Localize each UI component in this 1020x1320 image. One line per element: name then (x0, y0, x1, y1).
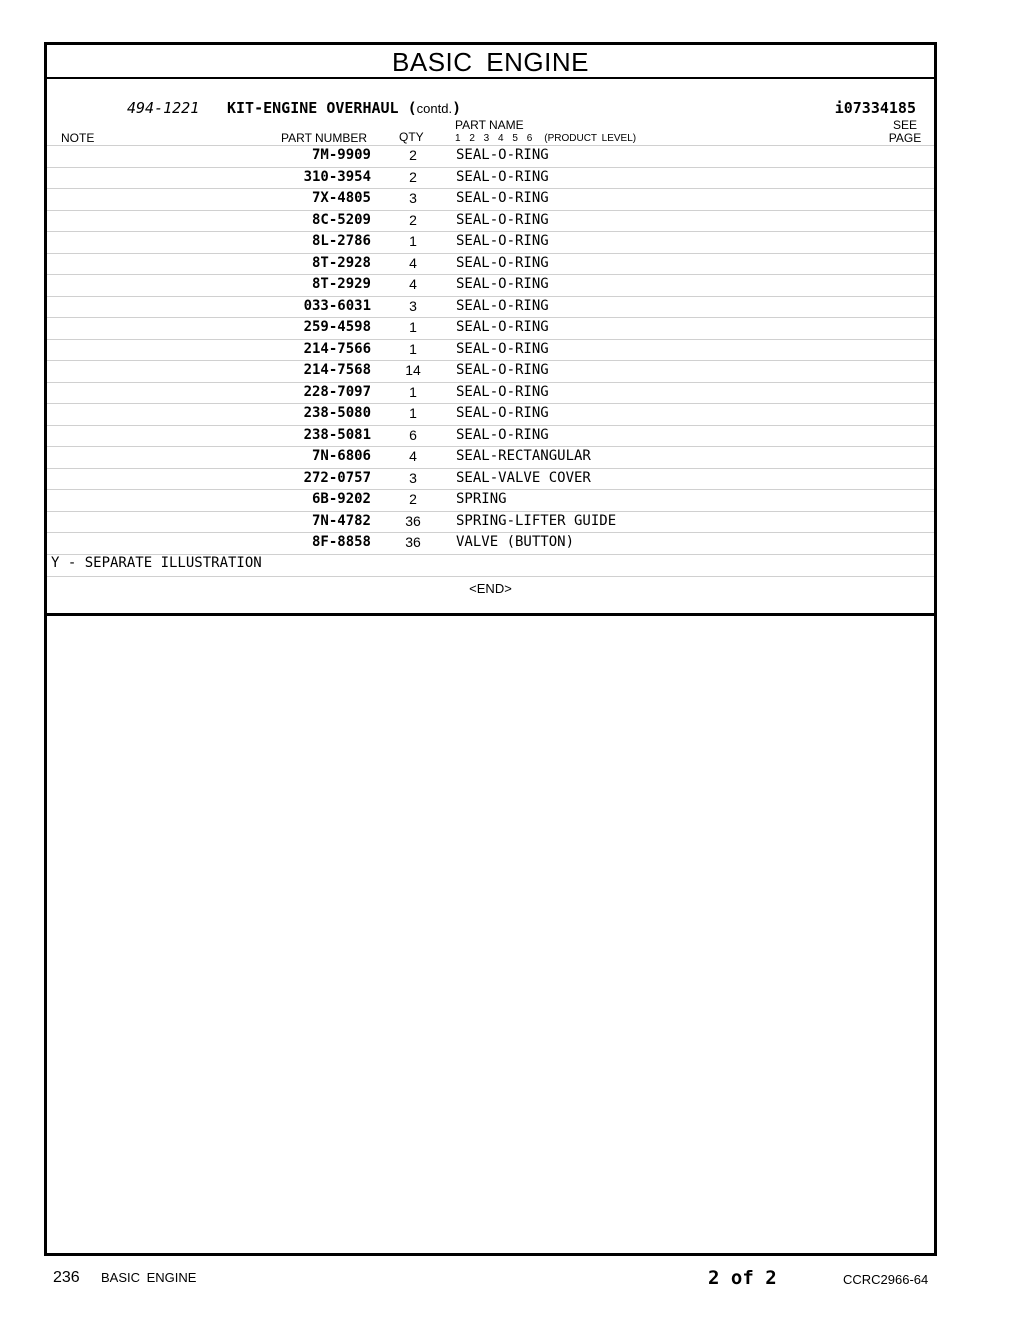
page-of-count: 2 of 2 (708, 1267, 777, 1289)
end-marker: <END> (469, 581, 512, 596)
column-header-part-number: PART NUMBER (281, 131, 368, 145)
quantity: 2 (409, 491, 417, 507)
document-code: CCRC2966-64 (843, 1272, 929, 1287)
table-row (47, 274, 934, 296)
table-row (47, 296, 934, 318)
part-number: 238-5081 (303, 426, 371, 443)
table-row (47, 210, 934, 232)
kit-contd-label: contd. (416, 101, 453, 116)
footnote-divider (47, 576, 934, 577)
kit-title (227, 98, 461, 118)
part-name: SEAL-O-RING (456, 297, 549, 314)
quantity: 2 (409, 211, 417, 228)
part-name: SEAL-O-RING (456, 211, 549, 228)
part-number: 310-3954 (303, 168, 371, 185)
section-divider (47, 613, 934, 616)
product-level-label: (PRODUCT LEVEL) (544, 133, 637, 144)
table-row (47, 317, 934, 339)
part-number: 228-7097 (303, 383, 371, 400)
part-name: SEAL-O-RING (456, 190, 549, 206)
part-number: 238-5080 (303, 405, 371, 421)
part-number: 7M-9909 (311, 147, 371, 163)
table-row (47, 360, 934, 382)
table-row (47, 167, 934, 189)
table-row (47, 446, 934, 468)
part-number: 7X-4805 (311, 190, 371, 206)
quantity: 4 (409, 276, 417, 292)
quantity: 2 (409, 168, 417, 185)
column-header-qty: QTY (399, 130, 424, 144)
table-row (47, 425, 934, 447)
parts-page-frame (44, 42, 937, 1256)
table-row (47, 489, 934, 511)
section-title: BASIC ENGINE (47, 45, 934, 79)
part-number: 214-7568 (303, 362, 371, 378)
part-number: 8L-2786 (311, 233, 371, 249)
table-row (47, 532, 934, 554)
quantity: 4 (409, 254, 417, 271)
quantity: 1 (409, 405, 417, 421)
quantity: 14 (405, 362, 421, 378)
part-name: SEAL-RECTANGULAR (456, 448, 591, 464)
footnote: Y - SEPARATE ILLUSTRATION (51, 555, 262, 571)
quantity: 3 (409, 190, 417, 206)
kit-close-paren: ) (452, 99, 462, 117)
part-number: 272-0757 (303, 469, 371, 486)
footer-section-title: BASIC ENGINE (101, 1270, 197, 1285)
table-row (47, 339, 934, 361)
part-name: SPRING (456, 491, 507, 507)
table-row (47, 145, 934, 167)
level-numbers: 1 2 3 4 5 6 (455, 133, 533, 144)
quantity: 36 (405, 534, 421, 550)
part-number: 8T-2929 (311, 276, 371, 292)
part-number: 8T-2928 (311, 254, 371, 271)
part-name: SEAL-O-RING (456, 362, 549, 378)
part-name: SEAL-O-RING (456, 233, 549, 249)
column-header-levels (455, 132, 636, 145)
parts-table (47, 145, 934, 555)
part-name: SEAL-VALVE COVER (456, 469, 591, 486)
table-row (47, 382, 934, 404)
part-name: SEAL-O-RING (456, 383, 549, 400)
quantity: 1 (409, 340, 417, 357)
kit-reference-number: 494-1221 (127, 99, 200, 117)
part-name: VALVE (BUTTON) (456, 534, 575, 550)
part-name: SEAL-O-RING (456, 147, 549, 163)
part-number: 7N-6806 (311, 448, 371, 464)
part-number: 8F-8858 (311, 534, 371, 550)
part-name: SPRING-LIFTER GUIDE (456, 512, 617, 529)
part-name: SEAL-O-RING (456, 254, 549, 271)
part-name: SEAL-O-RING (456, 276, 549, 292)
table-row (47, 253, 934, 275)
illustration-id: i07334185 (834, 99, 916, 117)
part-name: SEAL-O-RING (456, 319, 549, 335)
table-row (47, 231, 934, 253)
part-number: 259-4598 (303, 319, 371, 335)
kit-name-text: KIT-ENGINE OVERHAUL ( (227, 99, 417, 117)
column-header-part-name: PART NAME (455, 118, 524, 132)
quantity: 1 (409, 383, 417, 400)
part-number: 6B-9202 (311, 491, 371, 507)
part-name: SEAL-O-RING (456, 426, 549, 443)
column-header-note: NOTE (61, 131, 95, 145)
quantity: 2 (409, 147, 417, 163)
quantity: 6 (409, 426, 417, 443)
table-row (47, 511, 934, 533)
part-name: SEAL-O-RING (456, 168, 549, 185)
table-row (47, 468, 934, 490)
quantity: 36 (405, 512, 421, 529)
quantity: 4 (409, 448, 417, 464)
part-name: SEAL-O-RING (456, 405, 549, 421)
part-name: SEAL-O-RING (456, 340, 549, 357)
quantity: 3 (409, 297, 417, 314)
table-row (47, 188, 934, 210)
quantity: 1 (409, 233, 417, 249)
table-row (47, 403, 934, 425)
part-number: 7N-4782 (311, 512, 371, 529)
column-header-see: SEE (892, 118, 917, 132)
quantity: 3 (409, 469, 417, 486)
part-number: 033-6031 (303, 297, 371, 314)
part-number: 8C-5209 (311, 211, 371, 228)
part-number: 214-7566 (303, 340, 371, 357)
page-number: 236 (53, 1269, 80, 1286)
quantity: 1 (409, 319, 417, 335)
column-header-page: PAGE (888, 131, 922, 145)
